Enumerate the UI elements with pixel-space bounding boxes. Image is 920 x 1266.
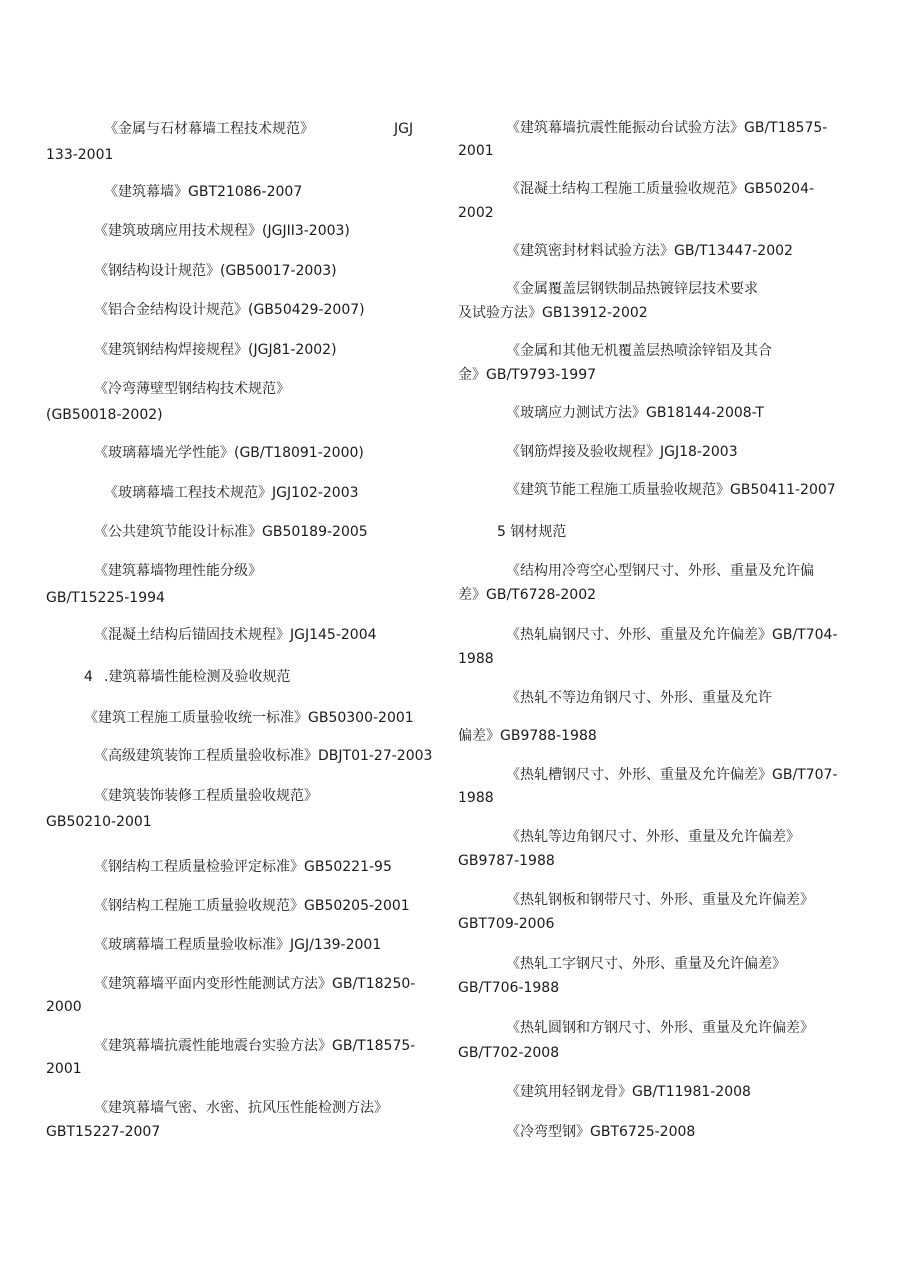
std-entry: 《金属和其他无机覆盖层热喷涂锌铝及其合 <box>506 343 772 359</box>
std-entry: 《建筑工程施工质量验收统一标准》GB50300-2001 <box>84 710 414 726</box>
std-entry: 《建筑装饰装修工程质量验收规范》 <box>94 788 318 804</box>
section-4-number: 4 <box>84 669 93 685</box>
section-4-title: .建筑幕墙性能检测及验收规范 <box>104 669 291 685</box>
std-entry-cont: GBT15227-2007 <box>46 1124 161 1140</box>
std-entry-cont: 1988 <box>458 790 494 806</box>
std-entry: 《钢筋焊接及验收规程》JGJ18-2003 <box>506 444 738 460</box>
std-entry: 《建筑幕墙气密、水密、抗风压性能检测方法》 <box>94 1100 388 1116</box>
std-entry-cont: GB/T15225-1994 <box>46 590 165 606</box>
std-entry: 《混凝土结构工程施工质量验收规范》GB50204- <box>506 181 815 197</box>
std-entry: 《冷弯薄壁型钢结构技术规范》 <box>94 381 290 397</box>
std-entry: 《热轧不等边角钢尺寸、外形、重量及允许 <box>506 690 772 706</box>
std-entry-cont: 差》GB/T6728-2002 <box>458 587 597 603</box>
std-entry: 《玻璃应力测试方法》GB18144-2008-T <box>506 405 764 421</box>
std-entry: 《建筑钢结构焊接规程》(JGJ81-2002) <box>94 342 337 358</box>
std-entry-cont: GBT709-2006 <box>458 916 555 932</box>
std-entry-cont: 1988 <box>458 651 494 667</box>
std-entry: 《建筑玻璃应用技术规程》(JGJII3-2003) <box>94 223 350 239</box>
std-entry-cont: GB/T702-2008 <box>458 1045 560 1061</box>
std-entry: 《铝合金结构设计规范》(GB50429-2007) <box>94 302 365 318</box>
std-entry: 《建筑幕墙物理性能分级》 <box>94 563 262 579</box>
std-entry-cont: GB/T706-1988 <box>458 980 560 996</box>
std-entry-cont: 2002 <box>458 205 494 221</box>
std-entry: 《热轧工字钢尺寸、外形、重量及允许偏差》 <box>506 956 786 972</box>
std-entry: 《结构用冷弯空心型钢尺寸、外形、重量及允许偏 <box>506 563 814 579</box>
section-5-title: 5 钢材规范 <box>497 524 567 540</box>
std-entry: 《建筑幕墙抗震性能地震台实验方法》GB/T18575- <box>94 1038 416 1054</box>
std-entry: 《热轧槽钢尺寸、外形、重量及允许偏差》GB/T707- <box>506 767 838 783</box>
std-entry-cont: (GB50018-2002) <box>46 407 163 423</box>
std-entry: 《热轧等边角钢尺寸、外形、重量及允许偏差》 <box>506 829 800 845</box>
std-code: JGJ <box>394 121 414 137</box>
std-entry: 《钢结构工程施工质量验收规范》GB50205-2001 <box>94 898 410 914</box>
std-entry: 《热轧钢板和钢带尺寸、外形、重量及允许偏差》 <box>506 892 814 908</box>
std-entry-cont: 及试验方法》GB13912-2002 <box>458 305 648 321</box>
std-entry: 《热轧扁钢尺寸、外形、重量及允许偏差》GB/T704- <box>506 627 838 643</box>
std-entry: 《金属与石材幕墙工程技术规范》 <box>104 121 314 137</box>
std-entry: 《玻璃幕墙工程技术规范》JGJ102-2003 <box>104 485 359 501</box>
std-entry: 《热轧圆钢和方钢尺寸、外形、重量及允许偏差》 <box>506 1020 814 1036</box>
std-entry: 《建筑密封材料试验方法》GB/T13447-2002 <box>506 243 793 259</box>
std-entry: 《建筑幕墙平面内变形性能测试方法》GB/T18250- <box>94 976 416 992</box>
std-entry: 《公共建筑节能设计标准》GB50189-2005 <box>94 524 368 540</box>
std-entry: 《建筑节能工程施工质量验收规范》GB50411-2007 <box>506 482 836 498</box>
std-entry-cont: 2001 <box>46 1061 82 1077</box>
std-entry: 《玻璃幕墙光学性能》(GB/T18091-2000) <box>94 445 364 461</box>
std-entry-cont: 金》GB/T9793-1997 <box>458 367 597 383</box>
std-entry-cont: GB50210-2001 <box>46 814 152 830</box>
std-entry: 《钢结构设计规范》(GB50017-2003) <box>94 263 337 279</box>
std-entry: 《高级建筑装饰工程质量验收标准》DBJT01-27-2003 <box>94 748 433 764</box>
std-entry: 《冷弯型钢》GBT6725-2008 <box>506 1124 696 1140</box>
std-entry-cont: 2001 <box>458 143 494 159</box>
std-entry: 《建筑幕墙》GBT21086-2007 <box>104 184 303 200</box>
std-entry: 《玻璃幕墙工程质量验收标准》JGJ/139-2001 <box>94 937 382 953</box>
std-entry-cont: 偏差》GB9788-1988 <box>458 728 597 744</box>
std-entry: 《混凝土结构后锚固技术规程》JGJ145-2004 <box>94 627 377 643</box>
std-entry: 《建筑用轻钢龙骨》GB/T11981-2008 <box>506 1084 751 1100</box>
std-entry: 《钢结构工程质量检验评定标准》GB50221-95 <box>94 859 392 875</box>
std-entry: 《金属覆盖层钢铁制品热镀锌层技术要求 <box>506 281 758 297</box>
std-entry-cont: 2000 <box>46 999 82 1015</box>
std-entry-cont: 133-2001 <box>46 147 114 163</box>
std-entry: 《建筑幕墙抗震性能振动台试验方法》GB/T18575- <box>506 120 828 136</box>
std-entry-cont: GB9787-1988 <box>458 853 555 869</box>
